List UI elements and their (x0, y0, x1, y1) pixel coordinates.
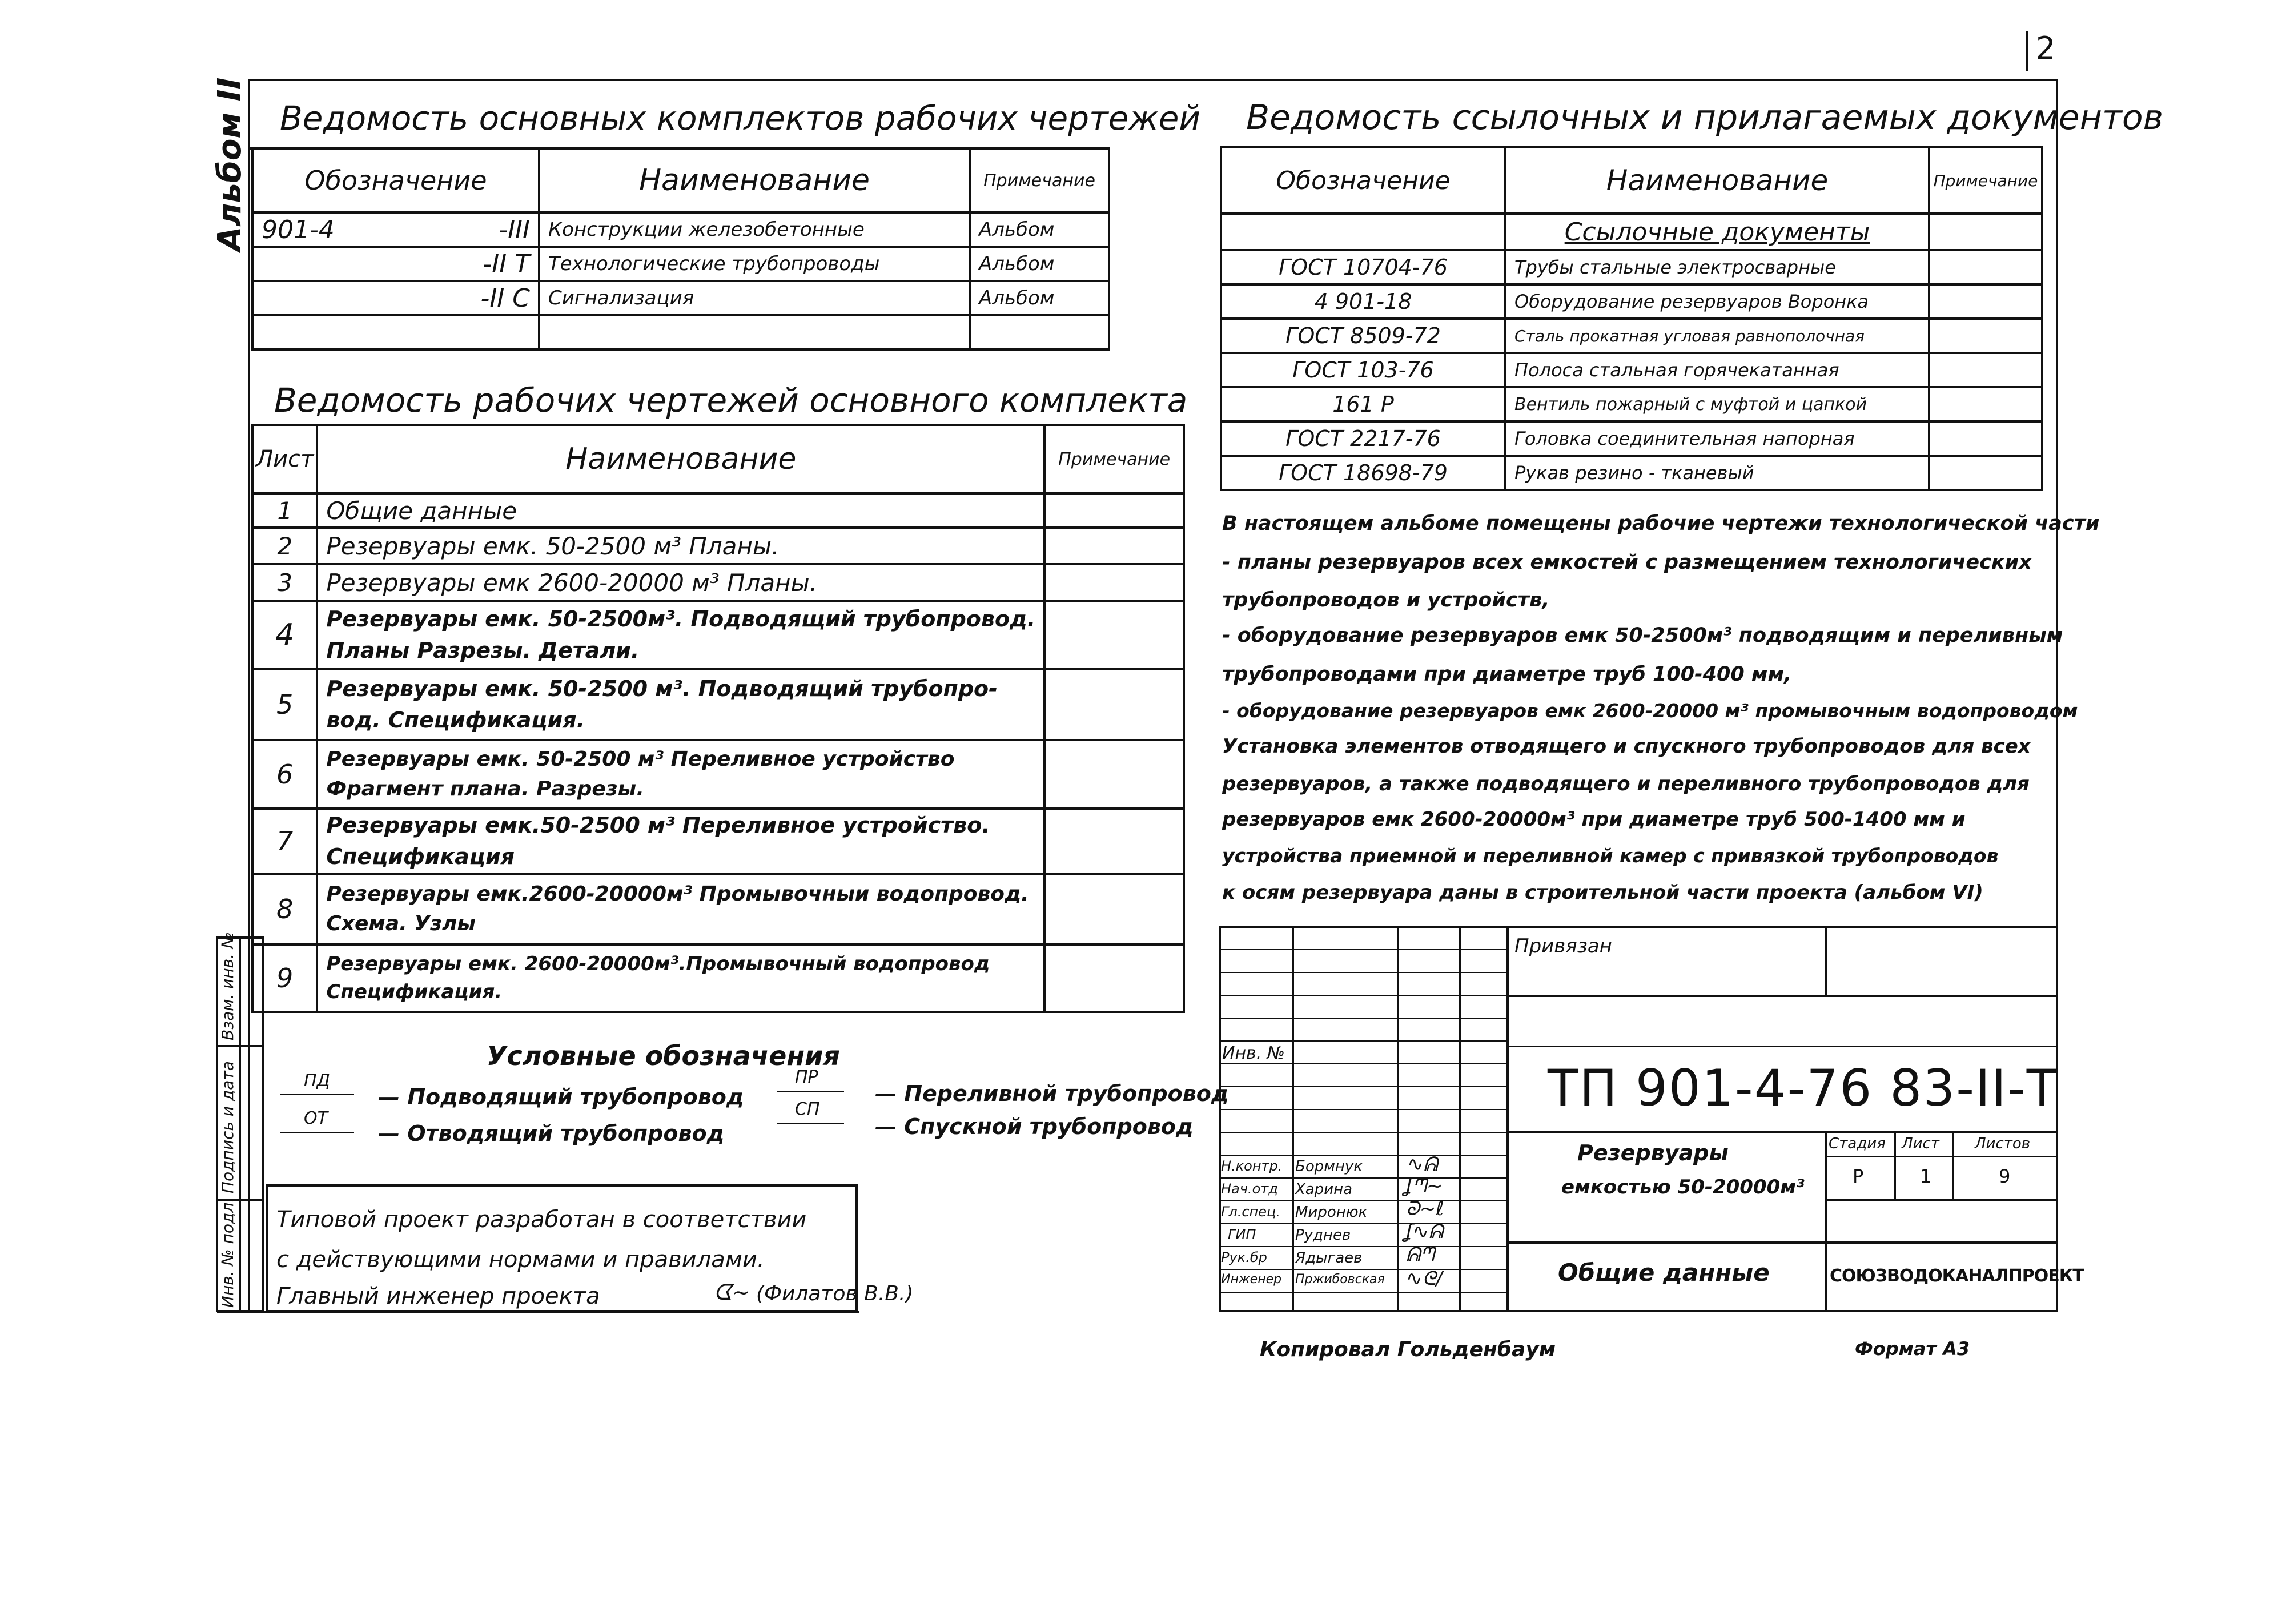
note-line: - оборудование резервуаров емк 2600-20000 м³ промывочным водопроводом (1222, 700, 2078, 722)
legend-text: — Отводящий трубопровод (378, 1121, 725, 1146)
tb-role: Инженер (1221, 1272, 1282, 1287)
sheet-name-line2: вод. Спецификация. (326, 708, 585, 733)
set-code-cell (252, 281, 539, 315)
sheet-name-cell (317, 601, 1044, 669)
side-stamp-sep (216, 1045, 264, 1047)
set-name: Технологические трубопроводы (539, 247, 970, 281)
tb-person: Руднев (1295, 1227, 1351, 1244)
sheet-name-cell (317, 740, 1044, 809)
note-line: устройства приемной и переливной камер с привязкой трубопроводов (1222, 845, 1999, 867)
sheet-name-line1: Резервуары емк.2600-20000м³ Промывочныи водопровод. (326, 882, 1029, 906)
project-code: ТП 901-4-76 83-II-Т (1548, 1059, 2059, 1117)
sheet-number: 3 (252, 564, 317, 601)
table-row (252, 493, 1184, 528)
note-line: трубопроводами при диаметре труб 100-400 мм, (1222, 663, 1792, 686)
legend-text: — Подводящий трубопровод (378, 1084, 744, 1110)
tb-grid-line (1292, 926, 1294, 1312)
set-code: 901-4 (262, 215, 335, 244)
ref-code: 4 901-18 (1221, 284, 1505, 319)
refs-section: Ссылочные документы (1505, 214, 1929, 250)
tb-inv: Инв. № (1222, 1043, 1285, 1063)
tb-line (1825, 926, 1827, 995)
legend-title: Условные обозначения (487, 1040, 840, 1071)
main-sets-header-row (252, 148, 1109, 212)
note-line: - планы резервуаров всех емкостей с размещением технологических (1222, 551, 2032, 574)
ref-name: Головка соединительная напорная (1505, 421, 1929, 456)
side-vzam: Взам. инв. № (218, 931, 237, 1040)
tb-object-line1: Резервуары (1577, 1140, 1729, 1165)
page-number: 2 (2036, 30, 2056, 66)
table-row (252, 669, 1184, 740)
refs-table (1220, 146, 2043, 491)
tb-grid-line (1397, 926, 1399, 1312)
tb-person: Харина (1295, 1181, 1353, 1198)
sheet-name-line2: Схема. Узлы (326, 912, 476, 936)
drawings-table (251, 424, 1185, 1013)
ref-note (1929, 319, 2042, 353)
ref-note (1929, 421, 2042, 456)
sheet-name-line2: Спецификация. (326, 980, 503, 1004)
set-code-cell (252, 212, 539, 247)
tb-row-line (1219, 1292, 1506, 1293)
statement-line2: с действующими нормами и правилами. (276, 1247, 765, 1273)
tb-person: Ядыгаев (1295, 1249, 1363, 1267)
ref-name: Сталь прокатная угловая равнополочная (1505, 319, 1929, 353)
table-row (252, 247, 1109, 281)
sheet-number: 7 (252, 809, 317, 874)
sheet-number: 9 (252, 944, 317, 1012)
set-code-cell (252, 315, 539, 349)
tb-line (1506, 1131, 2056, 1133)
tb-line (1952, 1131, 1954, 1199)
signature-icon: ∿ᕱ (1407, 1153, 1438, 1176)
tb-role: Гл.спец. (1221, 1204, 1280, 1220)
tb-row-line (1219, 1040, 1506, 1042)
ref-note (1929, 353, 2042, 387)
sheet-note (1044, 669, 1184, 740)
ref-code: 161 Р (1221, 387, 1505, 421)
legend-text: — Спускной трубопровод (875, 1114, 1194, 1139)
side-inv-podl: Инв. № подл. (218, 1197, 237, 1308)
tb-grid-line (1459, 926, 1461, 1312)
table-row (252, 601, 1184, 669)
tb-row-line (1219, 949, 1506, 950)
sheet-name-cell (317, 944, 1044, 1012)
tb-role: Нач.отд (1221, 1181, 1278, 1197)
tb-person: Бормнук (1295, 1158, 1363, 1175)
tb-role: ГИП (1228, 1227, 1256, 1243)
header-oboznachenie: Обозначение (252, 148, 539, 212)
set-note (970, 315, 1109, 349)
sheet-name: Резервуары емк. 50-2500 м³ Планы. (317, 528, 1044, 564)
tb-row-line (1219, 1132, 1506, 1133)
legend-code: ПД (304, 1071, 330, 1091)
tb-grid-line (1506, 926, 1509, 1312)
table-row (1221, 387, 2042, 421)
tb-row-line (1219, 1246, 1506, 1247)
sheet-name-line1: Резервуары емк. 2600-20000м³.Промывочный водопровод (326, 952, 990, 975)
table-row (1221, 319, 2042, 353)
header-naimenovanie: Наименование (1505, 147, 1929, 214)
table-row (1221, 250, 2042, 284)
tb-privyazan: Привязан (1514, 935, 1612, 958)
legend-text: — Переливной трубопровод (875, 1081, 1229, 1106)
set-suffix: -III (499, 215, 530, 244)
sheet-name-line2: Фрагмент плана. Разрезы. (326, 777, 644, 801)
ref-code: ГОСТ 10704-76 (1221, 250, 1505, 284)
tb-list: 1 (1920, 1165, 1932, 1187)
footer-format: Формат А3 (1855, 1338, 1970, 1360)
statement-line1: Типовой проект разработан в соответствии (276, 1207, 807, 1233)
tb-lists: 9 (1999, 1165, 2011, 1187)
drawings-title: Ведомость рабочих чертежей основного комплекта (274, 381, 1188, 420)
tb-line (1825, 1199, 2056, 1201)
legend-line (280, 1132, 354, 1133)
ref-code: ГОСТ 18698-79 (1221, 456, 1505, 490)
tb-role: Рук.бр (1221, 1249, 1267, 1265)
note-line: Установка элементов отводящего и спускного трубопроводов для всех (1222, 735, 2031, 758)
tb-row-line (1219, 995, 1506, 996)
set-name: Конструкции железобетонные (539, 212, 970, 247)
tb-line (1506, 1241, 2056, 1244)
signature-icon: ᘐ~ℓ (1406, 1197, 1444, 1220)
table-row (252, 564, 1184, 601)
set-note: Альбом (970, 212, 1109, 247)
ref-note (1929, 214, 2042, 250)
refs-title: Ведомость ссылочных и прилагаемых документов (1246, 98, 2163, 138)
sheet-name: Резервуары емк 2600-20000 м³ Планы. (317, 564, 1044, 601)
header-primechanie: Примечание (970, 148, 1109, 212)
set-suffix: -II С (480, 283, 530, 313)
footer-copied: Копировал Гольденбаум (1260, 1338, 1556, 1361)
sheet-number: 8 (252, 874, 317, 944)
ref-name: Вентиль пожарный с муфтой и цапкой (1505, 387, 1929, 421)
tb-stage: Р (1853, 1165, 1864, 1187)
sheet-number: 2 (252, 528, 317, 564)
signature-icon: ᕱᘉ (1406, 1243, 1435, 1266)
table-row (252, 212, 1109, 247)
sheet-note (1044, 564, 1184, 601)
table-row (1221, 421, 2042, 456)
tb-row-line (1219, 1018, 1506, 1019)
tb-role: Н.контр. (1221, 1158, 1283, 1174)
legend-line (280, 1094, 354, 1095)
ref-code: ГОСТ 8509-72 (1221, 319, 1505, 353)
table-row (1221, 284, 2042, 319)
table-row (1221, 353, 2042, 387)
tb-person: Миронюк (1295, 1204, 1368, 1221)
header-oboznachenie: Обозначение (1221, 147, 1505, 214)
signature-icon: ʆᘉ~ (1406, 1175, 1443, 1197)
tb-row-line (1219, 1155, 1506, 1156)
tb-row-line (1219, 1109, 1506, 1110)
legend-code: ОТ (304, 1108, 328, 1128)
legend-code: ПР (795, 1067, 818, 1087)
ref-note (1929, 387, 2042, 421)
table-row (252, 809, 1184, 874)
sheet-name-cell (317, 874, 1044, 944)
ref-note (1929, 250, 2042, 284)
ref-note (1929, 284, 2042, 319)
ref-code (1221, 214, 1505, 250)
tb-object-line2: емкостью 50-20000м³ (1561, 1176, 1805, 1199)
tb-row-line (1219, 1200, 1506, 1201)
header-primechanie: Примечание (1044, 425, 1184, 493)
side-podpis: Подпись и дата (218, 1061, 237, 1193)
sheet-number: 1 (252, 493, 317, 528)
tb-row-line (1219, 1177, 1506, 1179)
main-sets-title: Ведомость основных комплектов рабочих чертежей (280, 99, 1201, 138)
tb-line (1506, 995, 2056, 997)
tb-line (1506, 1046, 2056, 1047)
sheet-name-line1: Резервуары емк.50-2500 м³ Переливное устройство. (326, 813, 990, 838)
table-row (252, 315, 1109, 349)
set-code-cell (252, 247, 539, 281)
header-primechanie: Примечание (1929, 147, 2042, 214)
set-suffix: -II Т (483, 249, 530, 279)
table-row (252, 944, 1184, 1012)
album-label: Альбом II (211, 77, 248, 251)
tb-row-line (1219, 1223, 1506, 1224)
sheet-note (1044, 528, 1184, 564)
tb-lists-hdr: Листов (1975, 1135, 2031, 1152)
sheet-number: 4 (252, 601, 317, 669)
sheet-name-cell (317, 809, 1044, 874)
sheet-name: Общие данные (317, 493, 1044, 528)
sheet-note (1044, 493, 1184, 528)
corner-mark (2026, 31, 2028, 71)
statement-line3: Главный инженер проекта (276, 1283, 600, 1309)
ref-name: Оборудование резервуаров Воронка (1505, 284, 1929, 319)
table-row (252, 874, 1184, 944)
sheet-note (1044, 601, 1184, 669)
ref-code: ГОСТ 103-76 (1221, 353, 1505, 387)
header-naimenovanie: Наименование (317, 425, 1044, 493)
table-row (1221, 214, 2042, 250)
main-sets-table (251, 147, 1110, 351)
ref-name: Полоса стальная горячекатанная (1505, 353, 1929, 387)
ref-name: Рукав резино - тканевый (1505, 456, 1929, 490)
tb-line (1825, 1156, 2056, 1157)
ref-name: Трубы стальные электросварные (1505, 250, 1929, 284)
note-line: трубопроводов и устройств, (1222, 589, 1550, 612)
sheet-name-line2: Планы Разрезы. Детали. (326, 638, 640, 663)
header-naimenovanie: Наименование (539, 148, 970, 212)
legend-line (777, 1123, 844, 1124)
sheet-name-line1: Резервуары емк. 50-2500 м³. Подводящий трубопро- (326, 676, 998, 701)
tb-stage-hdr: Стадия (1829, 1135, 1886, 1152)
refs-header-row (1221, 147, 2042, 214)
tb-line (1894, 1131, 1896, 1199)
note-line: В настоящем альбоме помещены рабочие чертежи технологической части (1222, 512, 2100, 535)
set-note: Альбом (970, 247, 1109, 281)
sheet-name-line1: Резервуары емк. 50-2500 м³ Переливное устройство (326, 747, 955, 771)
sheet-name-cell (317, 669, 1044, 740)
sheet-note (1044, 740, 1184, 809)
note-line: - оборудование резервуаров емк 50-2500м³ подводящим и переливным (1222, 624, 2063, 647)
sheet-name-line2: Спецификация (326, 844, 515, 870)
sheet-number: 5 (252, 669, 317, 740)
signature-icon: ∿ᘓ/ (1406, 1267, 1443, 1290)
ref-code: ГОСТ 2217-76 (1221, 421, 1505, 456)
tb-row-line (1219, 1086, 1506, 1087)
statement-signer: (Филатов В.В.) (756, 1282, 914, 1305)
legend-code: СП (795, 1099, 820, 1119)
sheet-name-line1: Резервуары емк. 50-2500м³. Подводящий трубопровод. (326, 606, 1036, 632)
tb-line (1825, 1131, 1827, 1312)
tb-org: СОЮЗВОДОКАНАЛПРОЕКТ (1830, 1266, 2084, 1286)
table-row (1221, 456, 2042, 490)
ref-note (1929, 456, 2042, 490)
tb-list-hdr: Лист (1902, 1135, 1939, 1152)
sheet-note (1044, 944, 1184, 1012)
note-line: резервуаров емк 2600-20000м³ при диаметре труб 500-1400 мм и (1222, 808, 1966, 831)
tb-row-line (1219, 972, 1506, 973)
frame-top (248, 79, 2058, 81)
table-row (252, 528, 1184, 564)
table-row (252, 740, 1184, 809)
sheet-note (1044, 809, 1184, 874)
sheet-note (1044, 874, 1184, 944)
set-note: Альбом (970, 281, 1109, 315)
drawings-header-row (252, 425, 1184, 493)
side-stamp-divider (239, 936, 241, 1312)
set-name (539, 315, 970, 349)
table-row (252, 281, 1109, 315)
tb-sheet-title: Общие данные (1558, 1259, 1770, 1287)
set-name: Сигнализация (539, 281, 970, 315)
signature-icon: ʆ∿ᕱ (1406, 1220, 1444, 1243)
header-list: Лист (252, 425, 317, 493)
tb-person: Пржибовская (1295, 1272, 1385, 1287)
tb-row-line (1219, 1269, 1506, 1270)
legend-line (777, 1091, 844, 1092)
tb-row-line (1219, 1063, 1506, 1064)
sheet-number: 6 (252, 740, 317, 809)
note-line: резервуаров, а также подводящего и переливного трубопроводов для (1222, 773, 2030, 795)
signature-mark: ᗧ~ (714, 1280, 750, 1305)
note-line: к осям резервуара даны в строительной части проекта (альбом VI) (1222, 881, 1983, 904)
